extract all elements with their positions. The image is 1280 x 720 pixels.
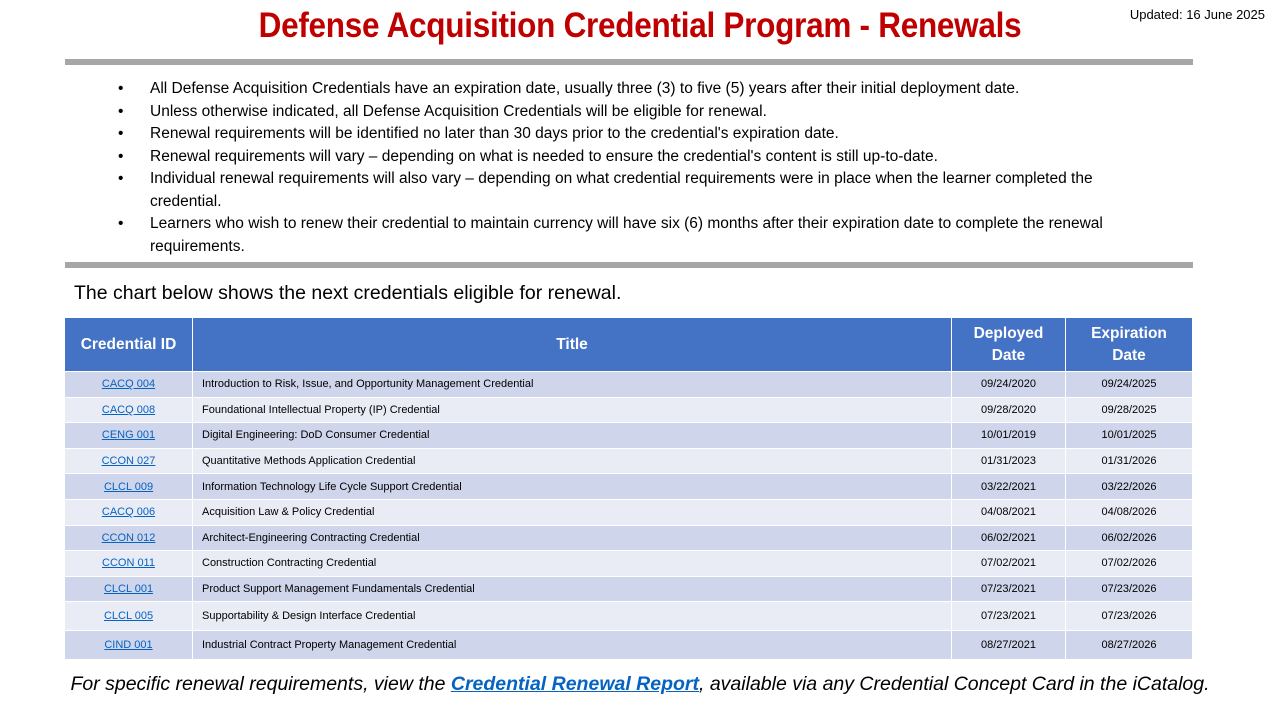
credential-title: Supportability & Design Interface Credential — [193, 602, 952, 631]
header-deployed-line2: Date — [991, 346, 1026, 364]
credential-id-cell — [65, 423, 193, 449]
credential-id-link[interactable]: CENG 001 — [101, 429, 156, 442]
table-row — [65, 525, 1193, 551]
updated-date: Updated: 16 June 2025 — [1129, 7, 1265, 22]
header-deployed-line1: Deployed — [973, 324, 1044, 342]
bullet-item — [112, 168, 1132, 213]
table-row — [65, 474, 1193, 500]
table-row — [65, 372, 1193, 398]
deployed-date: 07/23/2021 — [952, 602, 1066, 631]
bullet-item — [112, 78, 1132, 101]
footer-text-after: , available via any Credential Concept Card in the iCatalog. — [699, 673, 1210, 695]
credential-title: Architect-Engineering Contracting Credential — [193, 525, 952, 551]
deployed-date: 09/24/2020 — [952, 372, 1066, 398]
bullet-text: All Defense Acquisition Credentials have an expiration date, usually three (3) to five (5) years after their initial deployment date. — [150, 80, 1020, 97]
credential-id-link[interactable]: CIND 001 — [104, 639, 153, 652]
table-row — [65, 423, 1193, 449]
expiration-date: 07/02/2026 — [1066, 551, 1193, 577]
credential-id-link[interactable]: CACQ 008 — [101, 403, 156, 416]
expiration-date: 10/01/2025 — [1066, 423, 1193, 449]
expiration-date: 07/23/2026 — [1066, 576, 1193, 602]
expiration-date: 04/08/2026 — [1066, 499, 1193, 525]
table-row — [65, 499, 1193, 525]
deployed-date: 07/23/2021 — [952, 576, 1066, 602]
table-header-row — [65, 318, 1193, 372]
header-title: Title — [193, 318, 952, 372]
credential-id-cell — [65, 631, 193, 660]
deployed-date: 06/02/2021 — [952, 525, 1066, 551]
table-row — [65, 397, 1193, 423]
bullet-text: Unless otherwise indicated, all Defense Acquisition Credentials will be eligible for renewal. — [150, 102, 767, 120]
bullet-dot-icon: • — [118, 102, 124, 120]
table-row — [65, 551, 1193, 577]
expiration-date: 08/27/2026 — [1066, 631, 1193, 660]
header-deployed-date — [952, 318, 1066, 372]
credential-id-cell — [65, 448, 193, 474]
bullet-item — [112, 101, 1132, 124]
credential-id-cell — [65, 499, 193, 525]
header-expiration-date — [1066, 318, 1193, 372]
credential-title: Digital Engineering: DoD Consumer Credential — [193, 423, 952, 449]
credential-id-cell — [65, 602, 193, 631]
deployed-date: 07/02/2021 — [952, 551, 1066, 577]
deployed-date: 09/28/2020 — [952, 397, 1066, 423]
info-bullet-list — [112, 78, 1132, 258]
footer-note — [0, 673, 1280, 696]
credential-title: Acquisition Law & Policy Credential — [193, 499, 952, 525]
credential-title: Construction Contracting Credential — [193, 551, 952, 577]
credential-id-link[interactable]: CLCL 001 — [103, 583, 154, 596]
bullet-text: Renewal requirements will vary – depending on what is needed to ensure the credential's content is still up-to-date. — [150, 147, 938, 165]
expiration-date: 03/22/2026 — [1066, 474, 1193, 500]
credential-id-cell — [65, 372, 193, 398]
credential-id-cell — [65, 397, 193, 423]
credential-id-link[interactable]: CLCL 005 — [103, 610, 154, 623]
bullet-dot-icon: • — [118, 147, 124, 165]
bullet-item — [112, 146, 1132, 169]
credential-id-link[interactable]: CCON 027 — [101, 455, 156, 468]
credential-id-cell — [65, 551, 193, 577]
page-title: Defense Acquisition Credential Program - Renewals — [258, 6, 1022, 45]
credential-id-link[interactable]: CACQ 006 — [101, 506, 156, 519]
bottom-divider — [65, 262, 1193, 268]
renewal-table — [64, 317, 1193, 660]
credential-title: Introduction to Risk, Issue, and Opportunity Management Credential — [193, 372, 952, 398]
bullet-item — [112, 213, 1132, 258]
expiration-date: 06/02/2026 — [1066, 525, 1193, 551]
credential-title: Foundational Intellectual Property (IP) Credential — [193, 397, 952, 423]
bullet-dot-icon: • — [118, 170, 124, 187]
top-divider — [65, 59, 1193, 65]
header-expiration-line2: Date — [1112, 346, 1146, 364]
bullet-dot-icon: • — [118, 80, 124, 97]
expiration-date: 09/28/2025 — [1066, 397, 1193, 423]
credential-title: Quantitative Methods Application Credential — [193, 448, 952, 474]
credential-id-cell — [65, 474, 193, 500]
expiration-date: 09/24/2025 — [1066, 372, 1193, 398]
credential-renewal-report-link[interactable]: Credential Renewal Report — [450, 673, 699, 695]
credential-id-cell — [65, 525, 193, 551]
bullet-text: Individual renewal requirements will also vary – depending on what credential requirements were in place when the learner completed the credential. — [150, 170, 1093, 210]
table-intro: The chart below shows the next credentials eligible for renewal. — [74, 282, 622, 304]
table-row — [65, 631, 1193, 660]
expiration-date: 01/31/2026 — [1066, 448, 1193, 474]
credential-id-cell — [65, 576, 193, 602]
credential-title: Product Support Management Fundamentals Credential — [193, 576, 952, 602]
bullet-text: Renewal requirements will be identified no later than 30 days prior to the credential's expiration date. — [150, 125, 839, 142]
deployed-date: 08/27/2021 — [952, 631, 1066, 660]
header-expiration-line1: Expiration — [1091, 324, 1167, 342]
credential-title: Industrial Contract Property Management Credential — [193, 631, 952, 660]
bullet-dot-icon: • — [118, 215, 124, 232]
bullet-text: Learners who wish to renew their credential to maintain currency will have six (6) months after their expiration date to complete the renewal requirements. — [150, 215, 1103, 255]
expiration-date: 07/23/2026 — [1066, 602, 1193, 631]
deployed-date: 03/22/2021 — [952, 474, 1066, 500]
table-row — [65, 448, 1193, 474]
table-row — [65, 576, 1193, 602]
bullet-item — [112, 123, 1132, 146]
table-row — [65, 602, 1193, 631]
footer-text-before: For specific renewal requirements, view the — [70, 673, 451, 695]
header-credential-id: Credential ID — [65, 318, 193, 372]
credential-id-link[interactable]: CLCL 009 — [103, 480, 154, 493]
deployed-date: 04/08/2021 — [952, 499, 1066, 525]
bullet-dot-icon: • — [118, 125, 124, 142]
credential-id-link[interactable]: CACQ 004 — [101, 378, 156, 391]
credential-id-link[interactable]: CCON 011 — [102, 557, 155, 570]
credential-title: Information Technology Life Cycle Support Credential — [193, 474, 952, 500]
deployed-date: 01/31/2023 — [952, 448, 1066, 474]
deployed-date: 10/01/2019 — [952, 423, 1066, 449]
credential-id-link[interactable]: CCON 012 — [101, 531, 156, 544]
